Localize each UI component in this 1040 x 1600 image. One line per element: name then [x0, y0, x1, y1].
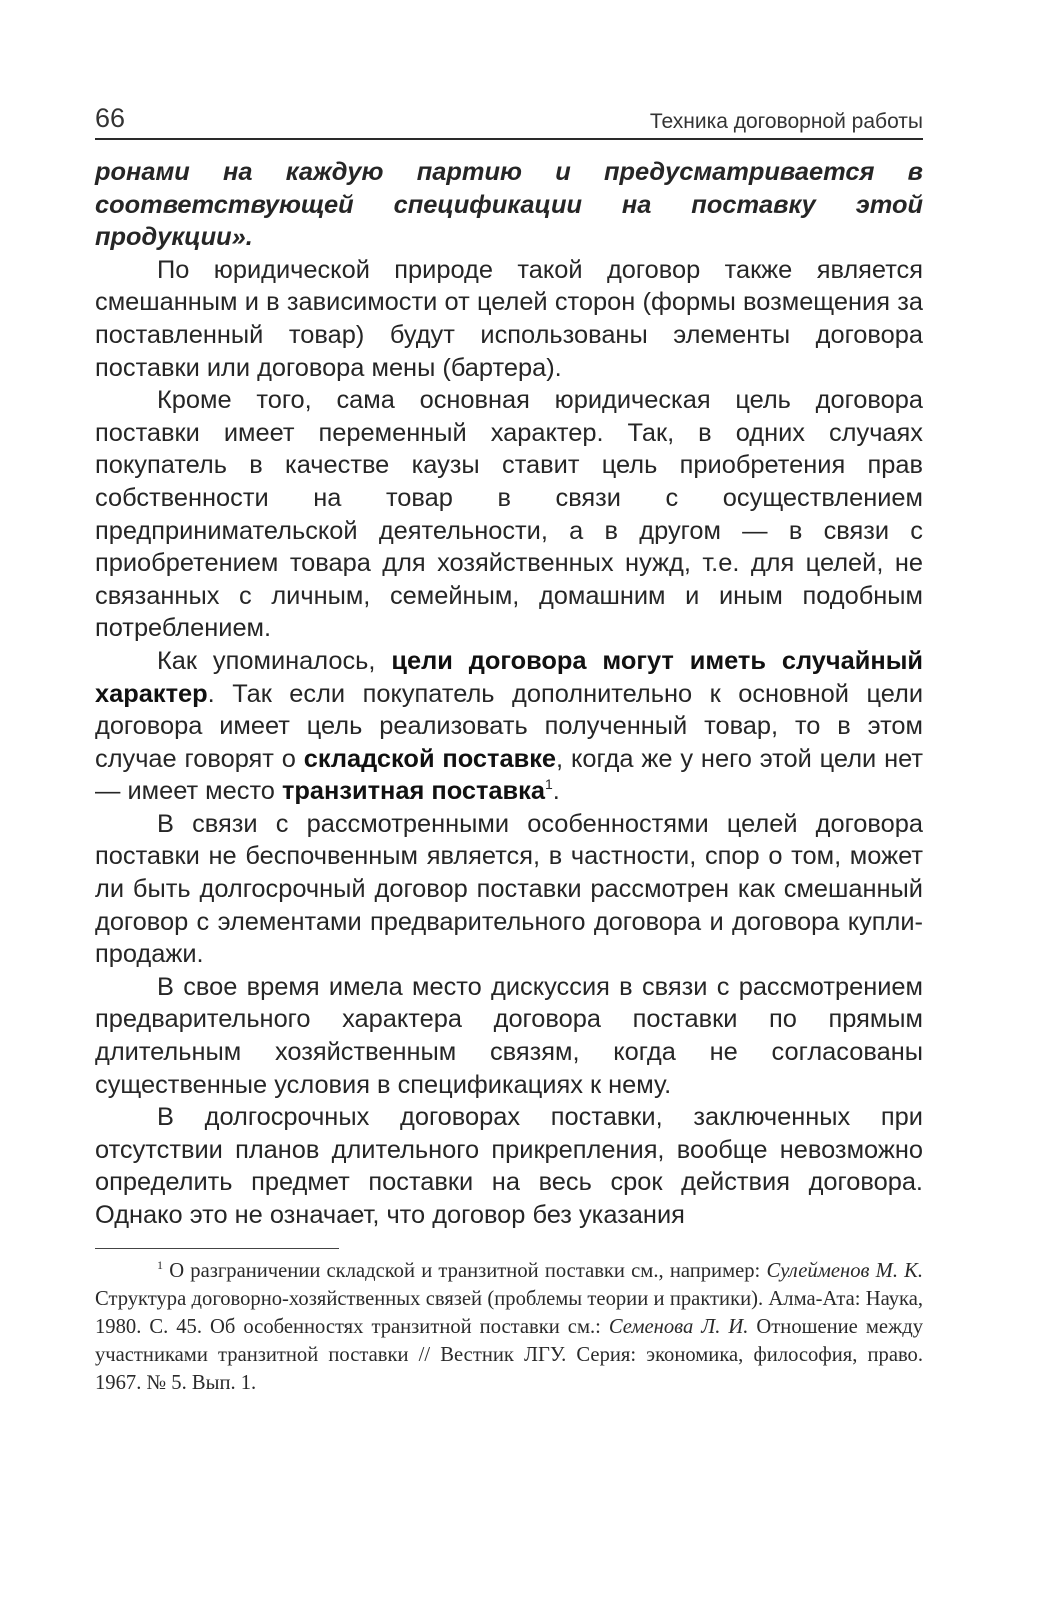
page-number: 66: [95, 103, 126, 133]
quoted-emphasis: ронами на каждую партию и предусматривается в соответствующей спецификации на поставку этой продукции».: [95, 158, 923, 252]
text-run: .: [552, 777, 560, 806]
paragraph: В долгосрочных договорах поставки, заключенных при отсутствии планов длительного прикрепления, вообще невозможно определить предмет поставки на весь срок действия договора. Однако это не означает, что договор без указания: [95, 1103, 923, 1229]
text-run: . Так если покупатель дополнительно к основной цели договора имеет цель реализовать полученный товар, то в этом случае говорят о: [95, 679, 923, 773]
running-head: [95, 96, 923, 140]
footnote-text: [95, 1257, 923, 1397]
bold-term: складской поставке: [303, 744, 557, 773]
paragraph: [95, 645, 923, 808]
text-run: Отношение между участниками транзитной поставки // Вестник ЛГУ. Серия: экономика, философия, право. 1967. № 5. Вып. 1.: [95, 1316, 923, 1394]
footnote-divider: [95, 1248, 339, 1249]
paragraph: В свое время имела место дискуссия в связи с рассмотрением предварительного характера договора поставки по прямым длительным хозяйственным связям, когда не согласованы существенные условия в спецификациях к нему.: [95, 972, 923, 1099]
text-run: , когда же у него этой цели нет — имеет место: [95, 744, 923, 806]
cited-author: Семенова Л. И.: [608, 1316, 749, 1338]
paragraph-continuation: [95, 156, 923, 254]
footnote-reference: 1: [545, 776, 553, 793]
running-title: Техника договорной работы: [649, 110, 923, 133]
cited-author: Сулейменов М. К.: [766, 1260, 923, 1282]
footnote-marker: 1: [157, 1258, 163, 1272]
footnote: [95, 1257, 923, 1397]
paragraph: По юридической природе такой договор также является смешанным и в зависимости от целей сторон (формы возмещения за поставленный товар) будут использованы элементы договора поставки или договора мены (бартера).: [95, 255, 923, 382]
bold-term: транзитная поставка: [281, 777, 545, 806]
main-text: [95, 156, 923, 1232]
book-page: [95, 96, 923, 1232]
text-run: Структура договорно-хозяйственных связей (проблемы теории и практики). Алма-Ата: Наука, 1980. С. 45. Об особенностях транзитной поставки см.:: [95, 1288, 923, 1338]
paragraph: В связи с рассмотренными особенностями целей договора поставки не беспочвенным является, в частности, спор о том, может ли быть долгосрочный договор поставки рассмотрен как смешанный договор с элементами предварительного договора и договора купли-продажи.: [95, 809, 923, 969]
text-run: Как упоминалось,: [157, 646, 392, 675]
bold-term: цели договора могут иметь случайный характер: [95, 646, 923, 708]
paragraph: Кроме того, сама основная юридическая цель договора поставки имеет переменный характер. Так, в одних случаях покупатель в качестве каузы ставит цель приобретения прав собственности на товар в связи с осуществлением предпринимательской деятельности, а в другом — в связи с приобретением товара для хозяйственных нужд, т.е. для целей, не связанных с личным, семейным, домашним и иным подобным потреблением.: [95, 386, 923, 643]
text-run: О разграничении складской и транзитной поставки см., например:: [163, 1260, 767, 1282]
